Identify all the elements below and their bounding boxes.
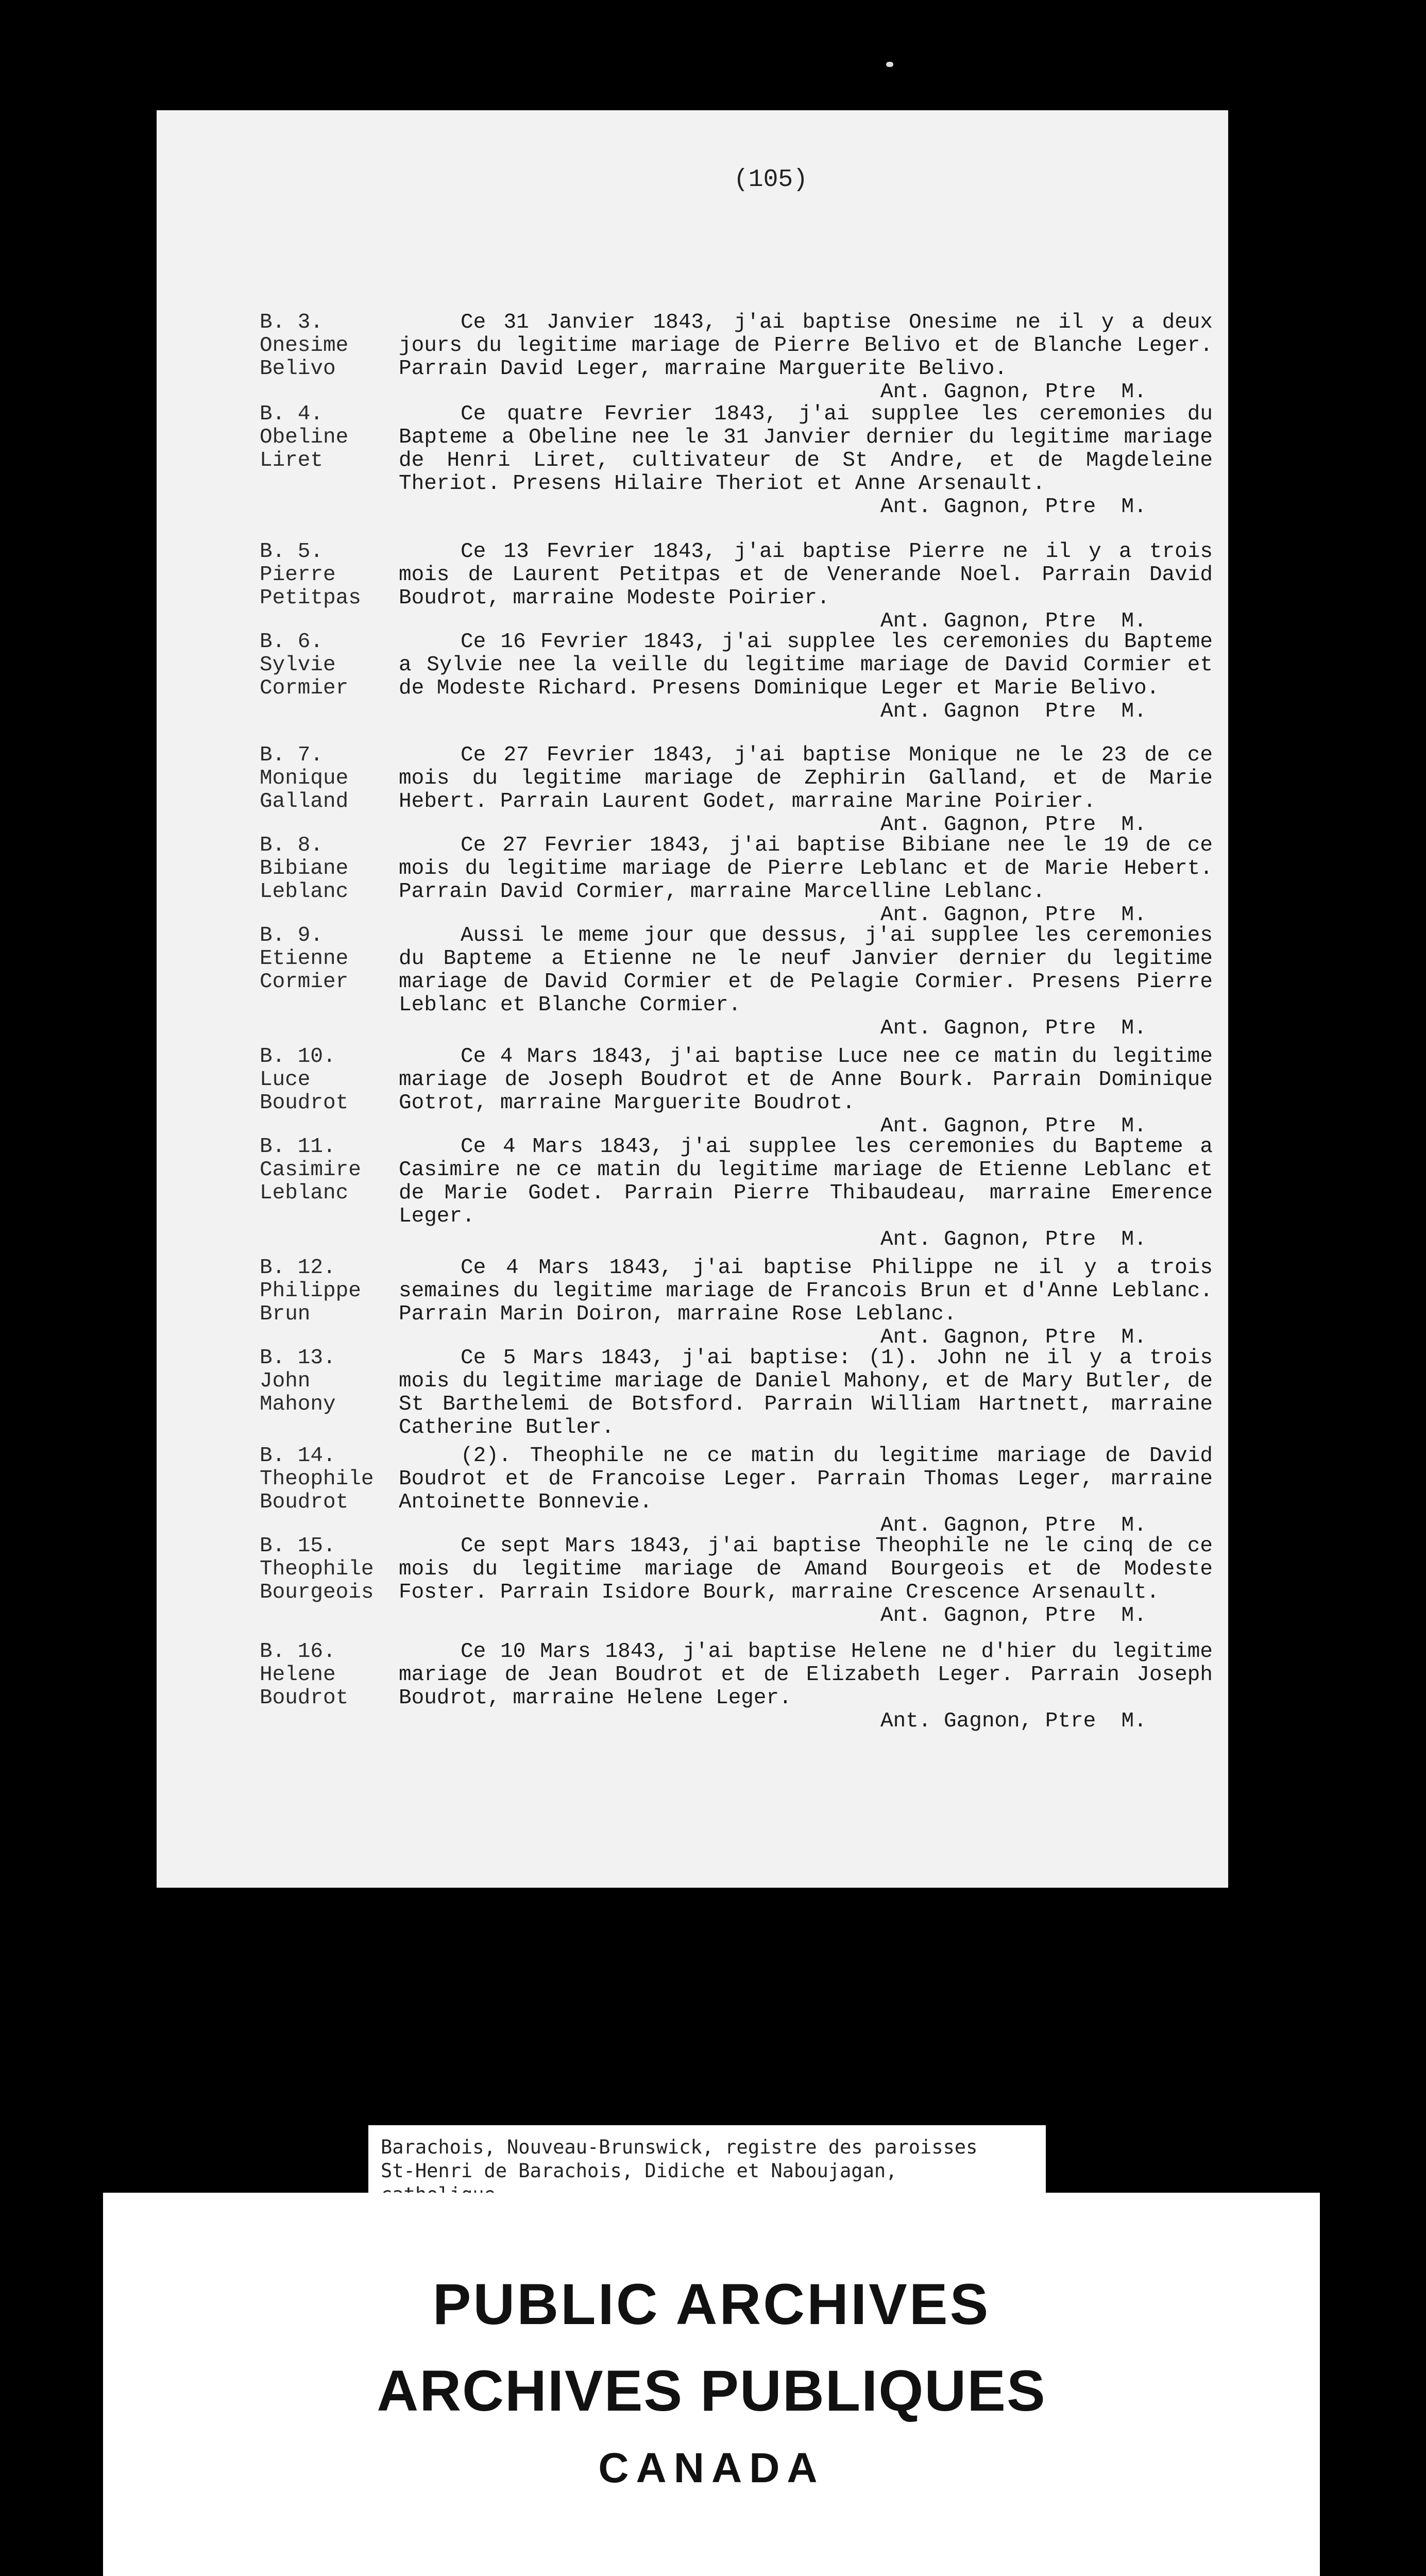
entry-text: Ce 27 Fevrier 1843, j'ai baptise Bibiane nee le 19 de ce mois du legitime mariage de Pierre Leblanc et de Marie Hebert. Parrain David Cormier, marraine Marcelline Leblanc. — [399, 834, 1213, 904]
entry-text: Ce 4 Mars 1843, j'ai baptise Luce nee ce matin du legitime mariage de Joseph Boudrot et de Anne Bourk. Parrain Dominique Gotrot, marraine Marguerite Boudrot. — [399, 1045, 1213, 1115]
entry-label: B. 6. Sylvie Cormier — [260, 630, 349, 700]
entry-signature: Ant. Gagnon, Ptre M. — [880, 1016, 1147, 1040]
entry-text: Ce 10 Mars 1843, j'ai baptise Helene ne d'hier du legitime mariage de Jean Boudrot et de Elizabeth Leger. Parrain Joseph Boudrot, marraine Helene Leger. — [399, 1640, 1213, 1710]
entry-label: B. 9. Etienne Cormier — [260, 924, 349, 994]
page-number: (105) — [734, 166, 808, 194]
entry-body — [399, 403, 1213, 519]
entry-signature: Ant. Gagnon, Ptre M. — [880, 1326, 1147, 1349]
entry-body — [399, 834, 1213, 927]
entry-text: Ce sept Mars 1843, j'ai baptise Theophile ne le cinq de ce mois du legitime mariage de Amand Bourgeois et de Modeste Foster. Parrain Isidore Bourk, marraine Crescence Arsenault. — [399, 1534, 1213, 1604]
register-page — [157, 110, 1228, 1888]
entry-body — [399, 540, 1213, 633]
entry-signature: Ant. Gagnon, Ptre M. — [880, 609, 1147, 633]
entry-label: B. 7. Monique Galland — [260, 743, 349, 814]
entry-label: B. 3. Onesime Belivo — [260, 311, 349, 381]
entry-text: Ce 5 Mars 1843, j'ai baptise: (1). John ne il y a trois mois du legitime mariage de Daniel Mahony, et de Mary Butler, de St Barthelemi de Botsford. Parrain William Hartnett, marraine Catherine Butler. — [399, 1346, 1213, 1439]
entry-text: Ce quatre Fevrier 1843, j'ai supplee les ceremonies du Bapteme a Obeline nee le 31 Janvier dernier du legitime mariage de Henri Liret, cultivateur de St Andre, et de Magdeleine Theriot. Presens Hilaire Theriot et Anne Arsenault. — [399, 402, 1213, 496]
entry-label: B. 8. Bibiane Leblanc — [260, 834, 349, 904]
entry-signature: Ant. Gagnon, Ptre M. — [880, 380, 1147, 404]
entry-body — [399, 1257, 1213, 1349]
entry-body — [399, 1535, 1213, 1628]
entry-label: B. 11. Casimire Leblanc — [260, 1135, 361, 1205]
entry-label: B. 13. John Mahony — [260, 1346, 336, 1416]
stamp-line-canada: CANADA — [598, 2445, 825, 2492]
entry-text: Ce 16 Fevrier 1843, j'ai supplee les ceremonies du Bapteme a Sylvie nee la veille du legitime mariage de David Cormier et de Modeste Richard. Presens Dominique Leger et Marie Belivo. — [399, 630, 1213, 700]
entry-text: Ce 31 Janvier 1843, j'ai baptise Onesime ne il y a deux jours du legitime mariage de Pierre Belivo et de Blanche Leger. Parrain David Leger, marraine Marguerite Belivo. — [399, 311, 1213, 381]
entry-body — [399, 1445, 1213, 1537]
entry-label: B. 15. Theophile Bourgeois — [260, 1534, 374, 1604]
entry-signature: Ant. Gagnon, Ptre M. — [880, 1604, 1147, 1628]
entry-text: Ce 4 Mars 1843, j'ai supplee les ceremonies du Bapteme a Casimire ne ce matin du legitime mariage de Etienne Leblanc et de Marie Godet. Parrain Pierre Thibaudeau, marraine Emerence Leger. — [399, 1135, 1213, 1228]
entry-signature: Ant. Gagnon, Ptre M. — [880, 1228, 1147, 1251]
archive-catalog-label: Barachois, Nouveau-Brunswick, registre des paroisses St-Henri de Barachois, Didiche et Naboujagan, — [368, 2125, 1046, 2272]
entry-signature: Ant. Gagnon, Ptre M. — [880, 813, 1147, 837]
film-speck — [886, 62, 893, 67]
entry-text: (2). Theophile ne ce matin du legitime mariage de David Boudrot et de Francoise Leger. Parrain Thomas Leger, marraine Antoinette Bonnevie. — [399, 1444, 1213, 1514]
entry-body — [399, 1347, 1213, 1439]
entry-signature: Ant. Gagnon, Ptre M. — [880, 903, 1147, 927]
entry-label: B. 4. Obeline Liret — [260, 402, 349, 472]
entry-label: B. 14. Theophile Boudrot — [260, 1444, 374, 1514]
entry-signature: Ant. Gagnon Ptre M. — [880, 700, 1147, 723]
entry-text: Ce 4 Mars 1843, j'ai baptise Philippe ne il y a trois semaines du legitime mariage de Francois Brun et d'Anne Leblanc. Parrain Marin Doiron, marraine Rose Leblanc. — [399, 1256, 1213, 1326]
entry-text: Ce 27 Fevrier 1843, j'ai baptise Monique ne le 23 de ce mois du legitime mariage de Zephirin Galland, et de Marie Hebert. Parrain Laurent Godet, marraine Marine Poirier. — [399, 743, 1213, 814]
entry-label: B. 10. Luce Boudrot — [260, 1045, 349, 1115]
entry-text: Aussi le meme jour que dessus, j'ai supplee les ceremonies du Bapteme a Etienne ne le neuf Janvier dernier du legitime mariage de David Cormier et de Pelagie Cormier. Presens Pierre Leblanc et Blanche Cormier. — [399, 924, 1213, 1017]
entry-signature: Ant. Gagnon, Ptre M. — [880, 1514, 1147, 1537]
archives-stamp — [103, 2193, 1320, 2576]
entry-label: B. 12. Philippe Brun — [260, 1256, 361, 1326]
entry-signature: Ant. Gagnon, Ptre M. — [880, 1114, 1147, 1138]
entry-body — [399, 311, 1213, 404]
entry-label: B. 5. Pierre Petitpas — [260, 540, 361, 610]
entry-body — [399, 924, 1213, 1040]
entry-text: Ce 13 Fevrier 1843, j'ai baptise Pierre ne il y a trois mois de Laurent Petitpas et de Venerande Noel. Parrain David Boudrot, marraine Modeste Poirier. — [399, 540, 1213, 610]
entry-body — [399, 744, 1213, 837]
stamp-line-archives-publiques: ARCHIVES PUBLIQUES — [377, 2359, 1046, 2423]
entry-signature: Ant. Gagnon, Ptre M. — [880, 1709, 1147, 1733]
entry-body — [399, 1136, 1213, 1251]
entry-body — [399, 1045, 1213, 1138]
entry-body — [399, 631, 1213, 723]
entry-label: B. 16. Helene Boudrot — [260, 1640, 349, 1710]
entry-signature: Ant. Gagnon, Ptre M. — [880, 495, 1147, 519]
entry-body — [399, 1640, 1213, 1733]
stamp-line-public-archives: PUBLIC ARCHIVES — [432, 2272, 991, 2336]
